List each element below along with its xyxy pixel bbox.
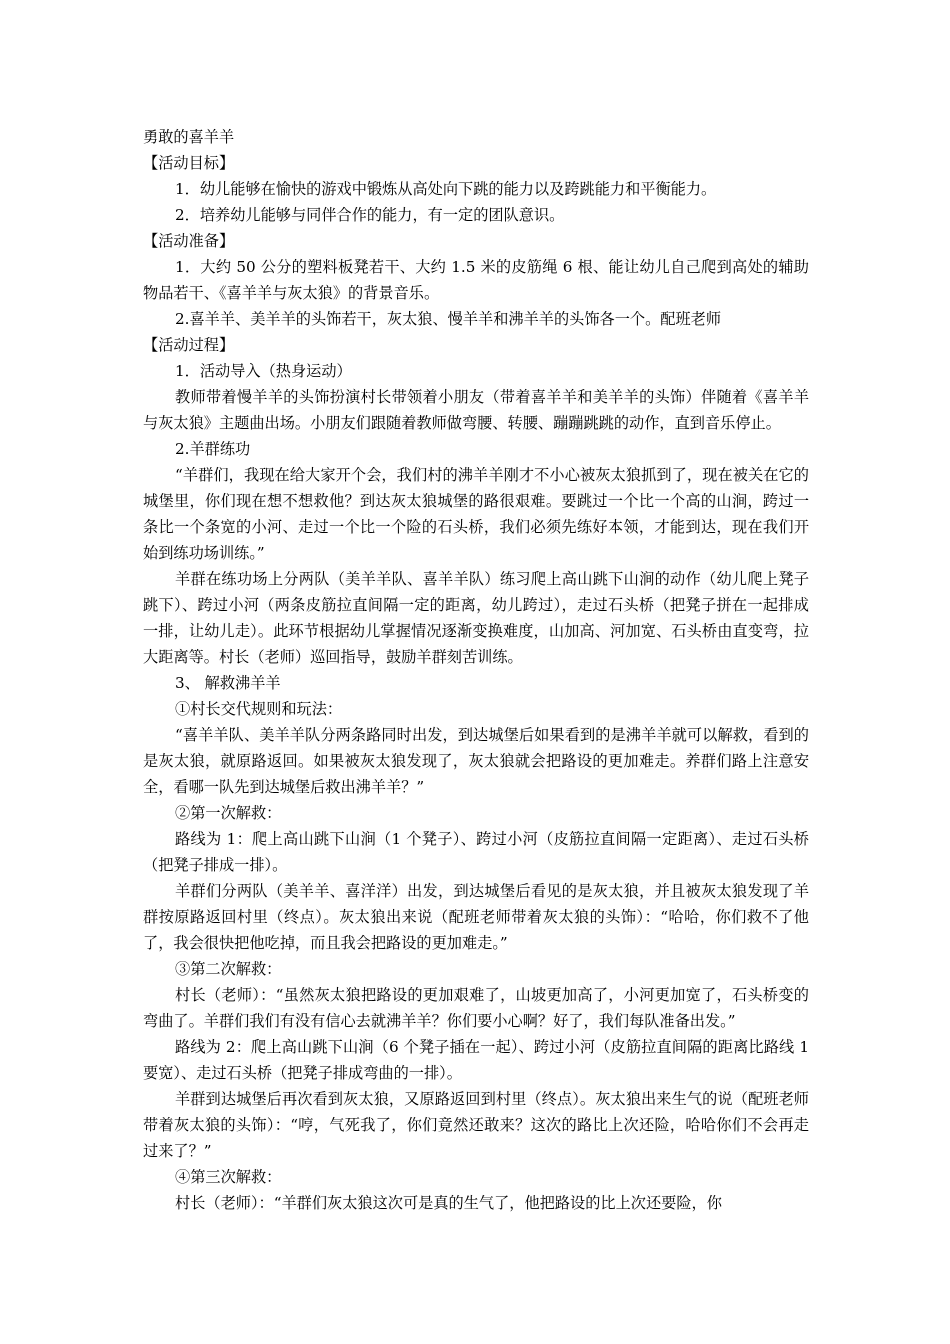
document-title: 勇敢的喜羊羊 — [143, 128, 235, 146]
paragraph: 1．大约 50 公分的塑料板凳若干、大约 1.5 米的皮筋绳 6 根、能让幼儿自己爬到高处的辅助物品若干、《喜羊羊与灰太狼》的背景音乐。 — [143, 258, 809, 302]
document-page — [143, 124, 809, 1216]
paragraph: “羊群们，我现在给大家开个会，我们村的沸羊羊刚才不小心被灰太狼抓到了，现在被关在它的城堡里，你们现在想不想救他？到达灰太狼城堡的路很艰难。要跳过一个比一个高的山涧，跨过一条比一个条宽的小河、走过一个比一个险的石头桥，我们必须先练好本领，才能到达，现在我们开始到练功场训练。” — [143, 466, 809, 562]
section-heading-preparation: 【活动准备】 — [143, 232, 235, 250]
section-heading-goals: 【活动目标】 — [143, 154, 235, 172]
paragraph: 羊群到达城堡后再次看到灰太狼，又原路返回到村里（终点）。灰太狼出来生气的说（配班老师带着灰太狼的头饰）：“哼，气死我了，你们竟然还敢来？这次的路比上次还险，哈哈你们不会再走过来了？” — [143, 1090, 809, 1160]
paragraph: 2．培养幼儿能够与同伴合作的能力，有一定的团队意识。 — [175, 206, 565, 224]
paragraph: 村长（老师）：“羊群们灰太狼这次可是真的生气了，他把路设的比上次还要险，你 — [175, 1194, 722, 1212]
paragraph: ④第三次解救： — [175, 1168, 282, 1186]
paragraph: 2.喜羊羊、美羊羊的头饰若干，灰太狼、慢羊羊和沸羊羊的头饰各一个。配班老师 — [175, 310, 722, 328]
paragraph: ③第二次解救： — [175, 960, 282, 978]
paragraph: 路线为 2：爬上高山跳下山涧（6 个凳子插在一起）、跨过小河（皮筋拉直间隔的距离比路线 1 要宽）、走过石头桥（把凳子排成弯曲的一排）。 — [143, 1038, 809, 1082]
paragraph: 1．幼儿能够在愉快的游戏中锻炼从高处向下跳的能力以及跨跳能力和平衡能力。 — [175, 180, 717, 198]
paragraph: 2.羊群练功 — [175, 440, 251, 458]
paragraph: 村长（老师）：“虽然灰太狼把路设的更加艰难了，山坡更加高了，小河更加宽了，石头桥变的弯曲了。羊群们我们有没有信心去就沸羊羊？你们要小心啊？好了，我们每队准备出发。” — [143, 986, 809, 1030]
paragraph: “喜羊羊队、美羊羊队分两条路同时出发，到达城堡后如果看到的是沸羊羊就可以解救，看到的是灰太狼，就原路返回。如果被灰太狼发现了，灰太狼就会把路设的更加难走。养群们路上注意安全，看哪一队先到达城堡后救出沸羊羊？” — [143, 726, 809, 796]
paragraph: 羊群们分两队（美羊羊、喜洋洋）出发，到达城堡后看见的是灰太狼，并且被灰太狼发现了羊群按原路返回村里（终点）。灰太狼出来说（配班老师带着灰太狼的头饰）：“哈哈，你们救不了他了，我会很快把他吃掉，而且我会把路设的更加难走。” — [143, 882, 809, 952]
paragraph: 1．活动导入（热身运动） — [175, 362, 352, 380]
section-heading-process: 【活动过程】 — [143, 336, 235, 354]
paragraph: 3、 解救沸羊羊 — [175, 674, 281, 692]
paragraph: 羊群在练功场上分两队（美羊羊队、喜羊羊队）练习爬上高山跳下山涧的动作（幼儿爬上凳子跳下）、跨过小河（两条皮筋拉直间隔一定的距离，幼儿跨过），走过石头桥（把凳子拼在一起排成一排，让幼儿走）。此环节根据幼儿掌握情况逐渐变换难度，山加高、河加宽、石头桥由直变弯，拉大距离等。村长（老师）巡回指导，鼓励羊群刻苦训练。 — [143, 570, 809, 666]
paragraph: ①村长交代规则和玩法： — [175, 700, 343, 718]
paragraph: 教师带着慢羊羊的头饰扮演村长带领着小朋友（带着喜羊羊和美羊羊的头饰）伴随着《喜羊羊与灰太狼》主题曲出场。小朋友们跟随着教师做弯腰、转腰、蹦蹦跳跳的动作，直到音乐停止。 — [143, 388, 809, 432]
paragraph: ②第一次解救： — [175, 804, 282, 822]
paragraph: 路线为 1：爬上高山跳下山涧（1 个凳子）、跨过小河（皮筋拉直间隔一定距离）、走过石头桥（把凳子排成一排）。 — [143, 830, 809, 874]
